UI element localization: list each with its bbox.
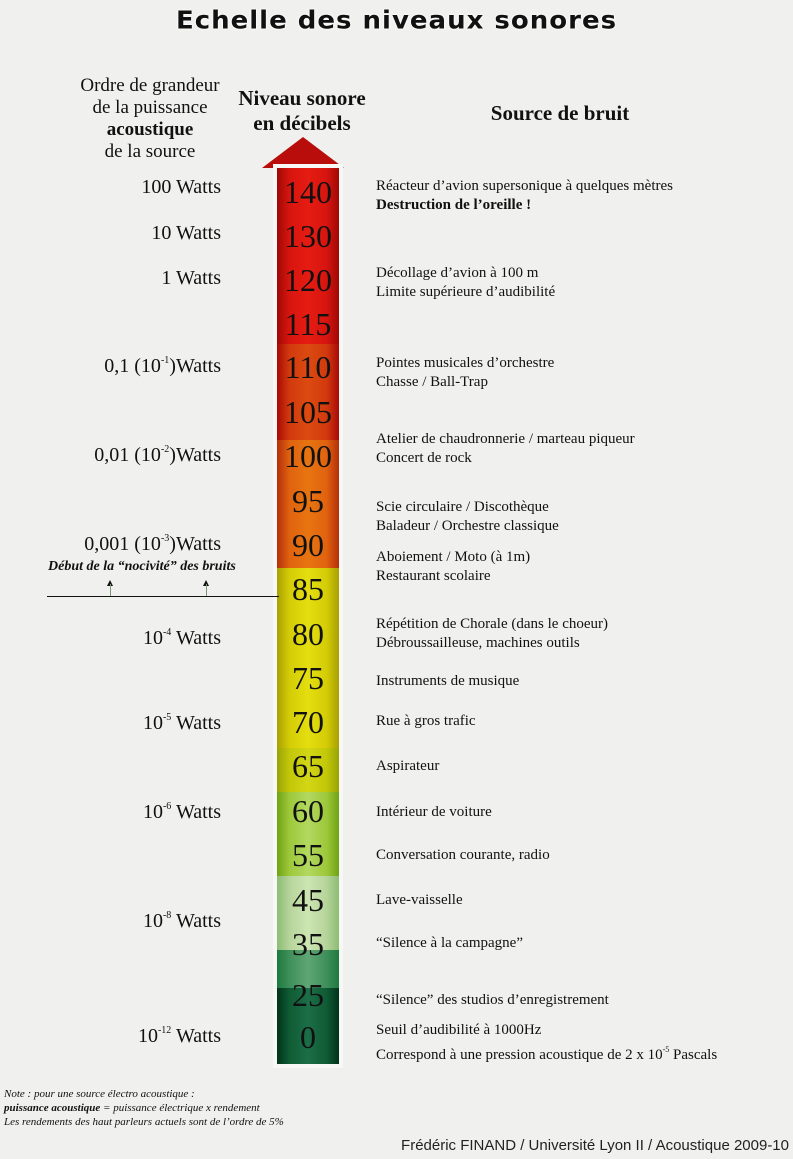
power-label [143,627,221,650]
footnote [4,1087,284,1129]
power-unit: Watts [171,1025,221,1047]
noise-source-line [376,1040,717,1065]
power-exponent: -2 [160,444,170,455]
power-label [141,176,221,199]
noise-source [376,615,608,653]
noise-source-line: Seuil d’audibilité à 1000Hz [376,1022,542,1038]
decibel-level: 45 [292,882,324,918]
power-label [143,910,221,933]
author-credit: Frédéric FINAND / Université Lyon II / Acoustique 2009-10 [401,1137,789,1154]
noise-source-line: Aboiement / Moto (à 1m) [376,549,531,565]
decibel-level: 55 [292,837,324,873]
pressure-exponent: -5 [662,1045,670,1054]
power-header-line: Ordre de grandeur [80,75,220,96]
footnote-line: = puissance électrique x rendement [100,1102,260,1114]
decibel-level: 100 [284,438,332,474]
power-header-line: de la source [104,141,196,162]
noise-source [376,498,559,536]
decibel-level: 85 [292,571,324,607]
noise-source-text: Limite supérieure d’audibilité [376,284,556,300]
noise-source [376,354,554,392]
decibel-level: 110 [284,349,332,385]
decibel-level: 130 [284,218,332,254]
noise-source-line: Réacteur d’avion supersonique à quelques mètres [376,178,673,194]
decibel-level: 65 [292,748,324,784]
power-label [143,712,221,735]
noise-source [376,672,519,691]
decibel-level: 80 [292,616,324,652]
footnote-bold: puissance acoustique [4,1102,101,1114]
decibel-labels [277,168,339,1064]
decibel-level: 140 [284,174,332,210]
noise-source-text: Restaurant scolaire [376,568,491,584]
nocivite-label: Début de la “nocivité” des bruits [48,559,236,574]
marker-tick [110,584,111,596]
noise-source-line: Décollage d’avion à 100 m [376,265,539,281]
noise-source-line: Instruments de musique [376,673,520,689]
decibel-level: 90 [292,527,324,563]
noise-source [376,548,530,586]
power-label [104,355,221,378]
noise-source-line [376,196,673,215]
noise-source [376,934,523,953]
decibel-column-header [222,86,382,136]
page-title: Echelle des niveaux sonores [175,6,618,36]
power-exponent: -12 [157,1025,172,1036]
power-label [151,222,221,245]
noise-source-line: Pointes musicales d’orchestre [376,355,555,371]
decibel-level: 25 [292,977,324,1013]
power-exponent: -3 [160,533,170,544]
noise-source [376,712,476,731]
arrow-up-icon [262,137,344,168]
noise-source-line: Lave-vaisselle [376,892,463,908]
power-exponent: -4 [162,627,172,638]
decibel-level: 70 [292,704,324,740]
power-column-header [50,75,250,163]
power-unit: )Watts [169,533,221,555]
power-label [84,533,221,556]
noise-source-line [376,449,635,468]
power-exponent: -1 [160,355,170,366]
decibel-level: 35 [292,926,324,962]
power-base: 10 [142,801,163,823]
power-label [138,1025,221,1048]
noise-source-line: Répétition de Chorale (dans le choeur) [376,616,609,632]
noise-source-line: Intérieur de voiture [376,804,492,820]
noise-source-text: Baladeur / Orchestre classique [376,518,559,534]
noise-source-line [376,373,554,392]
noise-source-text: Chasse / Ball-Trap [376,374,488,390]
noise-source-line: Atelier de chaudronnerie / marteau piqueur [376,431,635,447]
power-base: 0,001 (10 [84,533,161,555]
power-header-line-bold: acoustique [106,119,194,140]
power-label [143,801,221,824]
decibel-level: 0 [300,1019,316,1055]
power-unit: )Watts [169,355,221,377]
marker-tick [206,584,207,596]
power-base: 100 Watts [141,176,221,198]
noise-source [376,891,463,910]
nocivite-threshold-line [47,596,279,597]
power-unit: )Watts [169,444,221,466]
noise-source-line [376,517,559,536]
decibel-level: 75 [292,660,324,696]
noise-source-line [376,634,608,653]
power-header-line: de la puissance [92,97,208,118]
noise-source-line: Rue à gros trafic [376,713,476,729]
power-unit: Watts [171,627,221,649]
power-exponent: -8 [162,910,172,921]
decibel-level: 95 [292,483,324,519]
noise-source [376,757,439,776]
noise-source-text: Destruction de l’oreille ! [376,197,532,213]
power-exponent: -5 [162,712,172,723]
power-label [94,444,221,467]
pressure-unit: Pascals [669,1047,718,1063]
noise-source [376,177,673,215]
noise-source [376,430,635,468]
power-label [161,267,221,290]
noise-source-text: Concert de rock [376,450,472,466]
power-unit: Watts [171,801,221,823]
footnote-line: Les rendements des haut parleurs actuels sont de l’ordre de 5% [4,1116,284,1128]
power-base: 10 Watts [151,222,221,244]
decibel-header-line: Niveau sonore [238,86,366,110]
noise-source-text: Correspond à une pression acoustique de 2 x 10 [376,1047,663,1063]
power-unit: Watts [171,910,221,932]
noise-source [376,846,550,865]
power-base: 10 [142,712,163,734]
power-base: 10 [142,910,163,932]
power-unit: Watts [171,712,221,734]
power-base: 10 [142,627,163,649]
power-exponent: -6 [162,801,172,812]
noise-source [376,1021,717,1065]
noise-source-line: “Silence” des studios d’enregistrement [376,992,609,1008]
decibel-header-line: en décibels [253,111,351,135]
noise-source-line: Conversation courante, radio [376,847,550,863]
noise-source [376,991,609,1010]
noise-source-line: “Silence à la campagne” [376,935,523,951]
decibel-level: 115 [284,306,332,342]
noise-source-line: Aspirateur [376,758,440,774]
footnote-line: Note : pour une source électro acoustique : [4,1088,195,1100]
power-base: 1 Watts [161,267,221,289]
noise-source-line: Scie circulaire / Discothèque [376,499,549,515]
noise-source [376,803,492,822]
noise-source-line [376,283,555,302]
power-base: 0,1 (10 [104,355,161,377]
decibel-level: 105 [284,394,332,430]
source-column-header: Source de bruit [490,101,630,125]
power-base: 0,01 (10 [94,444,161,466]
power-base: 10 [137,1025,158,1047]
noise-source-text: Débroussailleuse, machines outils [376,635,580,651]
noise-source-line [376,567,530,586]
decibel-level: 120 [284,262,332,298]
noise-source [376,264,555,302]
decibel-level: 60 [292,793,324,829]
